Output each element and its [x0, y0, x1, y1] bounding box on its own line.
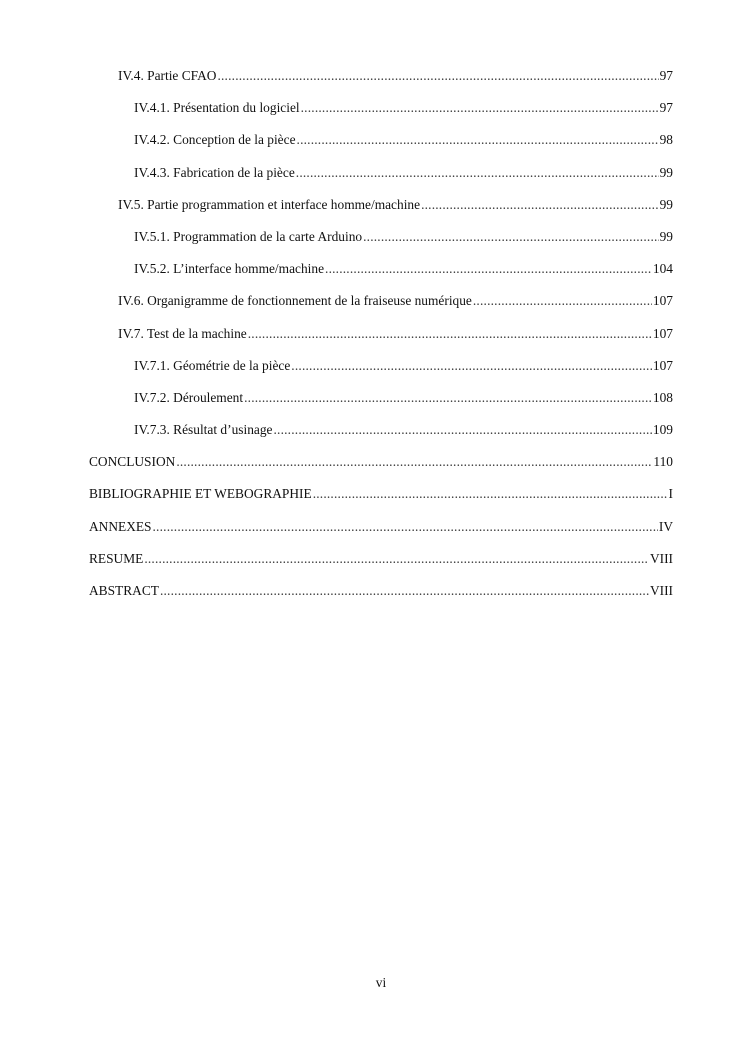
- toc-entry-title: IV.7. Test de la machine: [118, 325, 247, 341]
- toc-entry-iv-4-2[interactable]: [89, 132, 673, 164]
- toc-entry-title: IV.5.1. Programmation de la carte Arduino: [134, 228, 363, 244]
- toc-entry-iv-4[interactable]: [89, 68, 673, 100]
- toc-entry-title: IV.7.1. Géométrie de la pièce: [134, 357, 291, 373]
- toc-entry-iv-7[interactable]: [89, 326, 673, 358]
- toc-entry-title: IV.4.2. Conception de la pièce: [134, 132, 296, 148]
- toc-entry-page: 97: [659, 68, 673, 83]
- toc-entry-page: 107: [652, 325, 673, 341]
- toc-entry-title: BIBLIOGRAPHIE ET WEBOGRAPHIE: [89, 486, 312, 502]
- toc-dot-leader: [144, 551, 649, 567]
- toc-entry-bibliographie[interactable]: [89, 486, 673, 518]
- toc-entry-page: 99: [659, 196, 673, 212]
- toc-entry-page: 107: [652, 293, 673, 309]
- toc-entry-title: RESUME: [89, 550, 144, 566]
- toc-dot-leader: [248, 326, 652, 342]
- toc-entry-title: IV.4.3. Fabrication de la pièce: [134, 164, 295, 180]
- toc-dot-leader: [363, 229, 659, 245]
- table-of-contents: [89, 68, 673, 615]
- toc-entry-title: CONCLUSION: [89, 454, 176, 470]
- toc-dot-leader: [160, 583, 649, 599]
- toc-entry-title: IV.5.2. L’interface homme/machine: [134, 261, 325, 277]
- toc-entry-iv-5[interactable]: [89, 197, 673, 229]
- toc-dot-leader: [273, 422, 651, 438]
- toc-entry-page: 104: [652, 261, 673, 277]
- toc-entry-iv-5-2[interactable]: [89, 261, 673, 293]
- toc-entry-page: IV: [658, 518, 673, 534]
- toc-entry-title: IV.4.1. Présentation du logiciel: [134, 100, 300, 116]
- page-number: vi: [375, 975, 387, 990]
- toc-dot-leader: [421, 197, 659, 213]
- toc-entry-conclusion[interactable]: [89, 454, 673, 486]
- toc-dot-leader: [301, 100, 659, 116]
- toc-entry-page: 98: [659, 132, 673, 148]
- toc-entry-iv-7-2[interactable]: [89, 390, 673, 422]
- toc-entry-page: I: [668, 486, 673, 502]
- toc-dot-leader: [325, 261, 652, 277]
- toc-entry-page: 107: [652, 357, 673, 373]
- toc-entry-page: 108: [652, 389, 673, 405]
- toc-entry-annexes[interactable]: [89, 519, 673, 551]
- toc-entry-abstract[interactable]: [89, 583, 673, 615]
- toc-entry-page: 109: [652, 422, 673, 438]
- toc-entry-title: IV.7.3. Résultat d’usinage: [134, 422, 273, 438]
- toc-dot-leader: [176, 454, 652, 470]
- toc-dot-leader: [313, 486, 668, 502]
- toc-dot-leader: [296, 165, 659, 181]
- toc-entry-iv-7-1[interactable]: [89, 358, 673, 390]
- toc-entry-title: IV.4. Partie CFAO: [118, 68, 217, 83]
- toc-dot-leader: [153, 519, 658, 535]
- toc-entry-resume[interactable]: [89, 551, 673, 583]
- toc-entry-iv-7-3[interactable]: [89, 422, 673, 454]
- toc-dot-leader: [297, 132, 659, 148]
- toc-entry-title: IV.5. Partie programmation et interface homme/machine: [118, 196, 421, 212]
- toc-entry-page: 110: [653, 454, 673, 470]
- toc-entry-page: VIII: [649, 550, 673, 566]
- toc-entry-iv-4-3[interactable]: [89, 165, 673, 197]
- toc-entry-title: IV.7.2. Déroulement: [134, 389, 244, 405]
- toc-entry-iv-6[interactable]: [89, 293, 673, 325]
- toc-dot-leader: [244, 390, 652, 406]
- toc-entry-title: ABSTRACT: [89, 583, 159, 598]
- toc-entry-iv-5-1[interactable]: [89, 229, 673, 261]
- toc-dot-leader: [473, 293, 652, 309]
- toc-entry-iv-4-1[interactable]: [89, 100, 673, 132]
- toc-dot-leader: [291, 358, 652, 374]
- toc-entry-title: ANNEXES: [89, 518, 152, 534]
- toc-entry-page: VIII: [649, 583, 673, 598]
- toc-entry-page: 99: [659, 164, 673, 180]
- toc-dot-leader: [217, 68, 658, 84]
- toc-entry-page: 97: [659, 100, 673, 116]
- toc-entry-page: 99: [659, 228, 673, 244]
- toc-entry-title: IV.6. Organigramme de fonctionnement de la fraiseuse numérique: [118, 293, 472, 309]
